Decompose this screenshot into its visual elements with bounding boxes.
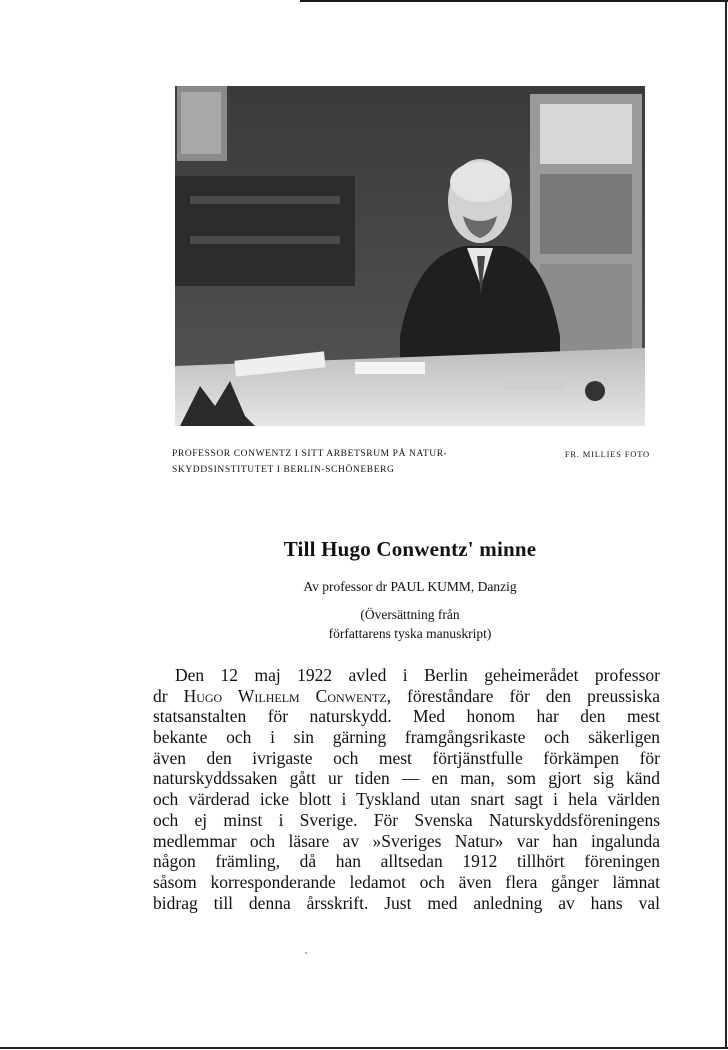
translation-note-line-2: författarens tyska manuskript) xyxy=(328,626,492,641)
article-body xyxy=(153,665,660,913)
photo-caption-line-1: PROFESSOR CONWENTZ I SITT ARBETSRUM PÅ NATUR- xyxy=(172,449,448,459)
body-line-8: och ej minst i Sverige. För Svenska Naturskyddsföreningens xyxy=(153,809,660,830)
portrait-photo-icon xyxy=(175,86,645,426)
page-edge-top xyxy=(300,0,728,2)
body-line-9: medlemmar och läsare av »Sveriges Natur» var han ingalunda xyxy=(153,830,660,851)
body-line-12: bidrag till denna årsskrift. Just med anledning av hans val xyxy=(153,892,660,913)
person-name: Hugo Wilhelm Conwentz xyxy=(183,685,387,706)
body-line-2-prefix: dr xyxy=(153,685,168,706)
photo-caption-line-2: SKYDDSINSTITUTET I BERLIN-SCHÖNEBERG xyxy=(172,465,395,475)
body-line-11: såsom korresponderande ledamot och även flera gånger lämnat xyxy=(153,871,660,892)
body-line-4: bekante och i sin gärning framgångsrikaste och säkerligen xyxy=(153,727,660,748)
article-byline: Av professor dr PAUL KUMM, Danzig xyxy=(303,579,517,594)
article-title: Till Hugo Conwentz' minne xyxy=(283,537,537,561)
body-line-10: någon främling, då han alltsedan 1912 tillhört föreningen xyxy=(153,851,660,872)
body-line-2-rest: , föreståndare för den preussiska xyxy=(386,685,660,706)
photo-credit: FR. MILLIES FOTO xyxy=(564,449,650,459)
body-line-3: statsanstalten för naturskydd. Med honom har den mest xyxy=(153,706,660,727)
translation-note xyxy=(250,605,570,643)
body-line-1: Den 12 maj 1922 avled i Berlin geheimerådet professor xyxy=(175,665,660,685)
body-line-6: naturskyddssaken gått ur tiden — en man, som gjort sig känd xyxy=(153,768,660,789)
body-line-2 xyxy=(153,686,660,707)
portrait-photo xyxy=(175,86,645,426)
photo-caption xyxy=(172,446,532,478)
body-line-7: och värderad icke blott i Tyskland utan snart sagt i hela världen xyxy=(153,789,660,810)
page-edge-bottom xyxy=(0,1047,728,1049)
body-line-5: även den ivrigaste och mest förtjänstfulle förkämpen för xyxy=(153,747,660,768)
page-edge-right xyxy=(725,0,727,1048)
paper-speck xyxy=(305,952,307,954)
translation-note-line-1: (Översättning från xyxy=(360,607,460,622)
